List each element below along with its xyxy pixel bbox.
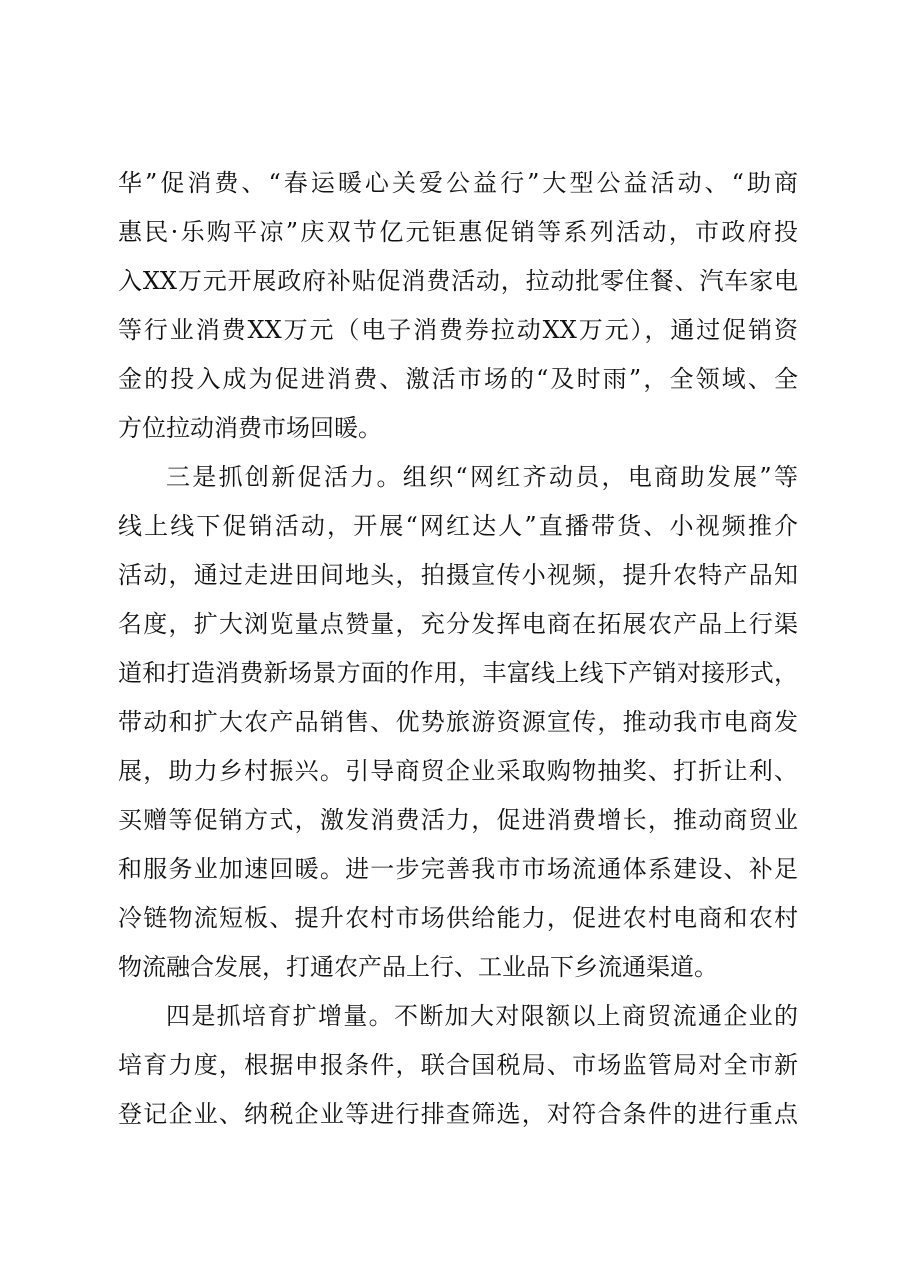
text-line: 道和打造消费新场景方面的作用，丰富线上线下产销对接形式， bbox=[118, 659, 798, 687]
text-line: 名度，扩大浏览量点赞量，充分发挥电商在拓展农产品上行渠 bbox=[118, 610, 798, 638]
text-line: 登记企业、纳税企业等进行排查筛选，对符合条件的进行重点 bbox=[118, 1100, 798, 1128]
text-line: 活动，通过走进田间地头，拍摄宣传小视频，提升农特产品知 bbox=[118, 561, 798, 589]
text-line: 冷链物流短板、提升农村市场供给能力，促进农村电商和农村 bbox=[118, 904, 798, 932]
text-line: 买赠等促销方式，激发消费活力，促进消费增长，推动商贸业 bbox=[118, 806, 798, 834]
text-line: 展，助力乡村振兴。引导商贸企业采取购物抽奖、打折让利、 bbox=[118, 757, 798, 785]
text-line: 入XX万元开展政府补贴促消费活动，拉动批零住餐、汽车家电 bbox=[118, 267, 798, 295]
text-line: 带动和扩大农产品销售、优势旅游资源宣传，推动我市电商发 bbox=[118, 708, 798, 736]
text-line: 物流融合发展，打通农产品上行、工业品下乡流通渠道。 bbox=[118, 953, 718, 981]
text-line: 方位拉动消费市场回暖。 bbox=[118, 414, 382, 442]
text-line: 金的投入成为促进消费、激活市场的“及时雨”，全领域、全 bbox=[118, 365, 798, 393]
text-line: 华”促消费、“春运暖心关爱公益行”大型公益活动、“助商 bbox=[118, 169, 798, 197]
text-line: 培育力度，根据申报条件，联合国税局、市场监管局对全市新 bbox=[118, 1051, 798, 1079]
text-line: 等行业消费XX万元（电子消费券拉动XX万元），通过促销资 bbox=[118, 316, 798, 344]
paragraph-start-line: 三是抓创新促活力。组织“网红齐动员，电商助发展”等 bbox=[166, 463, 798, 491]
text-line: 和服务业加速回暖。进一步完善我市市场流通体系建设、补足 bbox=[118, 855, 798, 883]
text-line: 惠民·乐购平凉”庆双节亿元钜惠促销等系列活动，市政府投 bbox=[118, 218, 798, 246]
text-line: 线上线下促销活动，开展“网红达人”直播带货、小视频推介 bbox=[118, 512, 798, 540]
paragraph-start-line: 四是抓培育扩增量。不断加大对限额以上商贸流通企业的 bbox=[166, 1002, 798, 1030]
